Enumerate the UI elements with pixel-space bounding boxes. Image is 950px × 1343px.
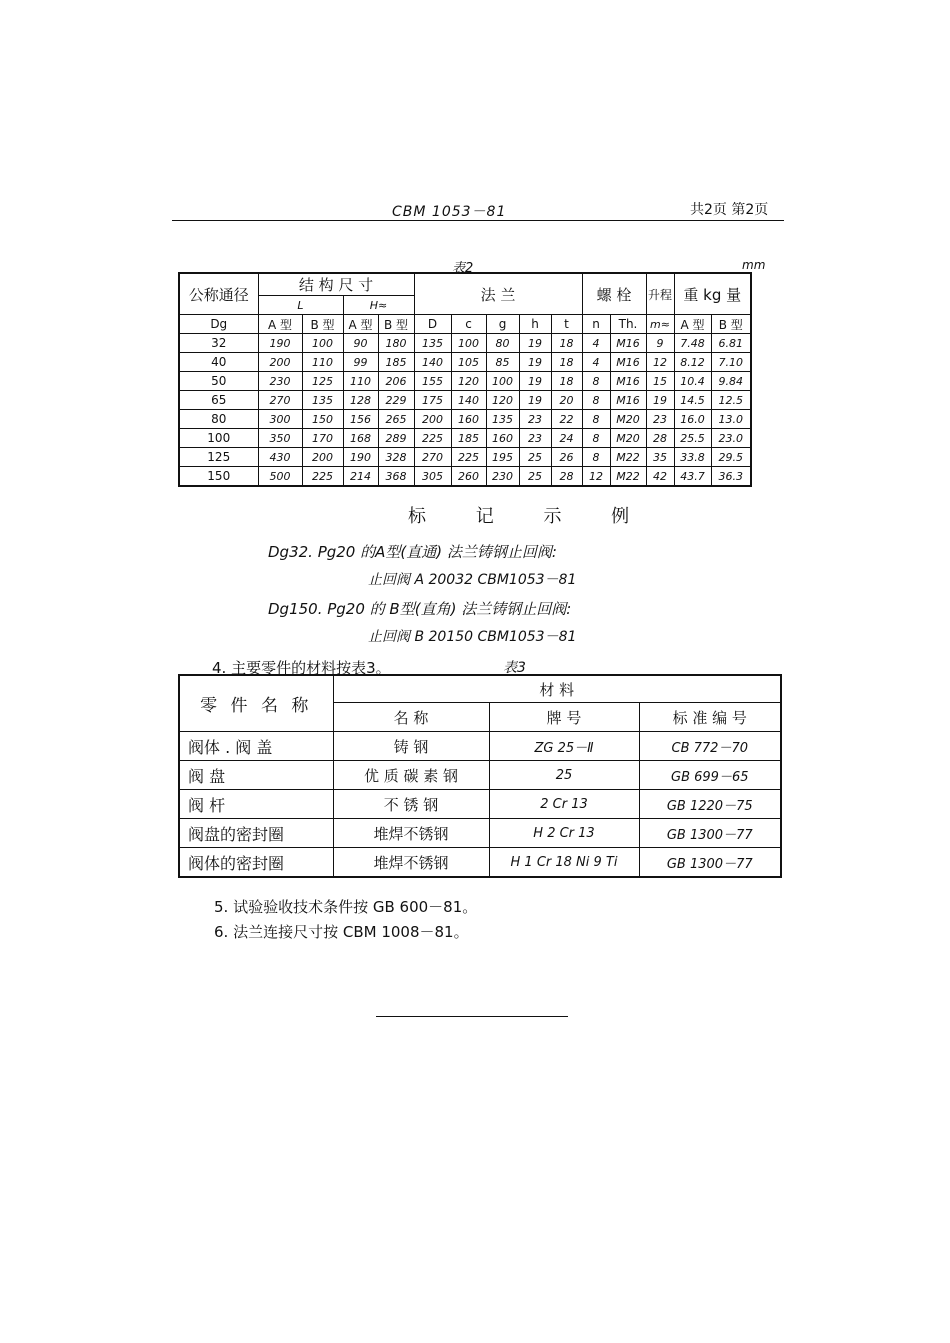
header-grade: 牌 号 [489,703,639,732]
table-cell: 225 [414,429,451,448]
table-cell: 33.8 [674,448,711,467]
table-cell: 50 [179,372,258,391]
table-row [179,790,781,819]
marking-example-title: 标 记 示 例 [408,506,652,527]
table-cell: 190 [343,448,378,467]
example-1-description: Dg32. Pg20 的A型(直通) 法兰铸钢止回阀: [268,543,557,561]
table-cell: 229 [378,391,414,410]
table-cell: 180 [378,334,414,353]
header-n: n [582,315,610,334]
table-cell: M22 [610,448,646,467]
table-cell: 8 [582,391,610,410]
table-cell: 42 [646,467,674,487]
table2-caption: 表2 [452,261,474,276]
header-standard: 标 准 编 号 [639,703,781,732]
table-cell: 99 [343,353,378,372]
table-cell: 阀盘的密封圈 [179,819,333,848]
header-nominal-diameter: 公称通径 [179,273,258,315]
table-cell: 19 [519,353,551,372]
header-g: g [486,315,519,334]
table-cell: 175 [414,391,451,410]
table-cell: 260 [451,467,486,487]
table-cell: 29.5 [711,448,751,467]
table-cell: 8 [582,372,610,391]
table-cell: 35 [646,448,674,467]
header-c: c [451,315,486,334]
table-row [179,334,751,353]
table-cell: 125 [179,448,258,467]
table-row [179,732,781,761]
dimension-table [178,272,752,487]
table-cell: 12 [646,353,674,372]
table-cell: 16.0 [674,410,711,429]
header-h: h [519,315,551,334]
table-cell: 185 [378,353,414,372]
table-cell: 不 锈 钢 [333,790,489,819]
table-row [179,819,781,848]
table-row [179,448,751,467]
table-cell: 23.0 [711,429,751,448]
table-cell: M16 [610,353,646,372]
table3-caption: 表3 [503,660,526,676]
table-cell: 8.12 [674,353,711,372]
table-cell: 225 [302,467,343,487]
table-cell: 铸 钢 [333,732,489,761]
table-cell: CB 772－70 [639,732,781,761]
table-cell: 160 [486,429,519,448]
table-cell: 230 [258,372,302,391]
table-cell: 25.5 [674,429,711,448]
table-cell: 190 [258,334,302,353]
header-H: H≈ [343,296,414,315]
table-cell: 110 [302,353,343,372]
table-cell: 300 [258,410,302,429]
table-cell: 265 [378,410,414,429]
table-cell: 80 [486,334,519,353]
table-row [179,372,751,391]
clause-6: 6. 法兰连接尺寸按 CBM 1008－81。 [214,923,469,941]
header-structure-dims: 结 构 尺 寸 [258,273,414,296]
table-cell: 4 [582,353,610,372]
table-cell: 100 [179,429,258,448]
table-cell: 23 [519,429,551,448]
table-cell: 8 [582,429,610,448]
table-cell: M20 [610,410,646,429]
clause-4: 4. 主要零件的材料按表3。 [212,659,391,677]
table-cell: H 2 Cr 13 [489,819,639,848]
header-bolt: 螺 栓 [582,273,646,315]
table-cell: 150 [302,410,343,429]
table-cell: 堆焊不锈钢 [333,848,489,878]
table-cell: 214 [343,467,378,487]
example-2-description: Dg150. Pg20 的 B型(直角) 法兰铸钢止回阀: [268,600,572,618]
table-cell: 36.3 [711,467,751,487]
table-cell: 100 [302,334,343,353]
table-cell: 7.48 [674,334,711,353]
table-cell: 135 [302,391,343,410]
table-cell: 270 [414,448,451,467]
table-cell: 80 [179,410,258,429]
table-cell: 22 [551,410,582,429]
table-row [179,848,781,878]
table-cell: 430 [258,448,302,467]
table-cell: M16 [610,391,646,410]
table-cell: 270 [258,391,302,410]
table-cell: 32 [179,334,258,353]
table-cell: 12.5 [711,391,751,410]
table-row [179,429,751,448]
table-cell: 28 [646,429,674,448]
table-cell: 200 [414,410,451,429]
table-row [179,761,781,790]
header-t: t [551,315,582,334]
table-cell: M16 [610,372,646,391]
table-cell: 43.7 [674,467,711,487]
table-cell: 135 [486,410,519,429]
table-cell: 23 [519,410,551,429]
table-cell: 185 [451,429,486,448]
material-table [178,674,782,878]
table-cell: 14.5 [674,391,711,410]
document-code: CBM 1053－81 [392,204,507,220]
header-rule [172,220,784,221]
table-cell: 阀 杆 [179,790,333,819]
example-2-mark: 止回阀 B 20150 CBM1053－81 [368,629,577,645]
table-cell: 168 [343,429,378,448]
header-material: 材 料 [333,675,781,703]
table-cell: 15 [646,372,674,391]
table-row [179,353,751,372]
table-cell: 150 [179,467,258,487]
table-cell: 195 [486,448,519,467]
table-cell: 25 [519,467,551,487]
table-cell: 19 [519,391,551,410]
header-flange: 法 兰 [414,273,582,315]
table-cell: 12 [582,467,610,487]
header-part-name: 零 件 名 称 [179,675,333,732]
table-cell: 7.10 [711,353,751,372]
table-cell: 305 [414,467,451,487]
table-cell: 20 [551,391,582,410]
table-cell: 500 [258,467,302,487]
table-cell: 阀体的密封圈 [179,848,333,878]
table-cell: 140 [451,391,486,410]
table-cell: 18 [551,334,582,353]
header-L-type-a: A 型 [258,315,302,334]
example-1-mark: 止回阀 A 20032 CBM1053－81 [368,572,577,588]
table-cell: 阀体 . 阀 盖 [179,732,333,761]
header-weight: 重 kg 量 [674,273,751,315]
table-cell: 100 [486,372,519,391]
header-weight-type-a: A 型 [674,315,711,334]
header-thread: Th. [610,315,646,334]
table-cell: 120 [451,372,486,391]
table2-unit: mm [742,258,766,272]
table-cell: 85 [486,353,519,372]
table-cell: 225 [451,448,486,467]
table-cell: M16 [610,334,646,353]
table-cell: 368 [378,467,414,487]
footer-rule [376,1016,568,1017]
table-cell: 13.0 [711,410,751,429]
table-cell: 阀 盘 [179,761,333,790]
header-material-name: 名 称 [333,703,489,732]
header-lift: 升程 [646,273,674,315]
header-L: L [258,296,343,315]
table-cell: 6.81 [711,334,751,353]
header-D: D [414,315,451,334]
table-cell: 25 [519,448,551,467]
table-cell: 25 [489,761,639,790]
table-cell: 优 质 碳 素 钢 [333,761,489,790]
table-cell: 140 [414,353,451,372]
clause-5: 5. 试验验收技术条件按 GB 600－81。 [214,898,478,916]
table-cell: 18 [551,353,582,372]
table-cell: 堆焊不锈钢 [333,819,489,848]
header-H-type-a: A 型 [343,315,378,334]
table-cell: 28 [551,467,582,487]
header-H-type-b: B 型 [378,315,414,334]
table-cell: 350 [258,429,302,448]
header-weight-type-b: B 型 [711,315,751,334]
table-cell: 8 [582,410,610,429]
table-cell: GB 1300－77 [639,819,781,848]
table-cell: 2 Cr 13 [489,790,639,819]
page-indicator: 共2页 第2页 [690,202,769,218]
table-cell: GB 1300－77 [639,848,781,878]
table-cell: 19 [519,372,551,391]
table-cell: GB 699－65 [639,761,781,790]
table-cell: 160 [451,410,486,429]
header-lift-unit: m≈ [646,315,674,334]
table-cell: 26 [551,448,582,467]
table-cell: 170 [302,429,343,448]
table-cell: M22 [610,467,646,487]
table-cell: H 1 Cr 18 Ni 9 Ti [489,848,639,878]
table-cell: 125 [302,372,343,391]
table-cell: 40 [179,353,258,372]
table-cell: 230 [486,467,519,487]
table-cell: M20 [610,429,646,448]
table-cell: 10.4 [674,372,711,391]
header-L-type-b: B 型 [302,315,343,334]
table-cell: 206 [378,372,414,391]
table-cell: 289 [378,429,414,448]
table-cell: 9 [646,334,674,353]
table-cell: 328 [378,448,414,467]
table-cell: 18 [551,372,582,391]
table-cell: 105 [451,353,486,372]
table-cell: 135 [414,334,451,353]
header-dg: Dg [179,315,258,334]
table-cell: 155 [414,372,451,391]
table-cell: 156 [343,410,378,429]
table-cell: 90 [343,334,378,353]
table-cell: 110 [343,372,378,391]
table-cell: 100 [451,334,486,353]
table-cell: 4 [582,334,610,353]
table-cell: GB 1220－75 [639,790,781,819]
table-cell: 23 [646,410,674,429]
table-cell: 200 [302,448,343,467]
table-cell: ZG 25－Ⅱ [489,732,639,761]
table-cell: 65 [179,391,258,410]
table-row [179,467,751,487]
table-row [179,391,751,410]
table-cell: 24 [551,429,582,448]
table-cell: 9.84 [711,372,751,391]
table-row [179,410,751,429]
table-cell: 120 [486,391,519,410]
table-cell: 8 [582,448,610,467]
table-cell: 19 [646,391,674,410]
table-cell: 19 [519,334,551,353]
table-cell: 128 [343,391,378,410]
table-cell: 200 [258,353,302,372]
